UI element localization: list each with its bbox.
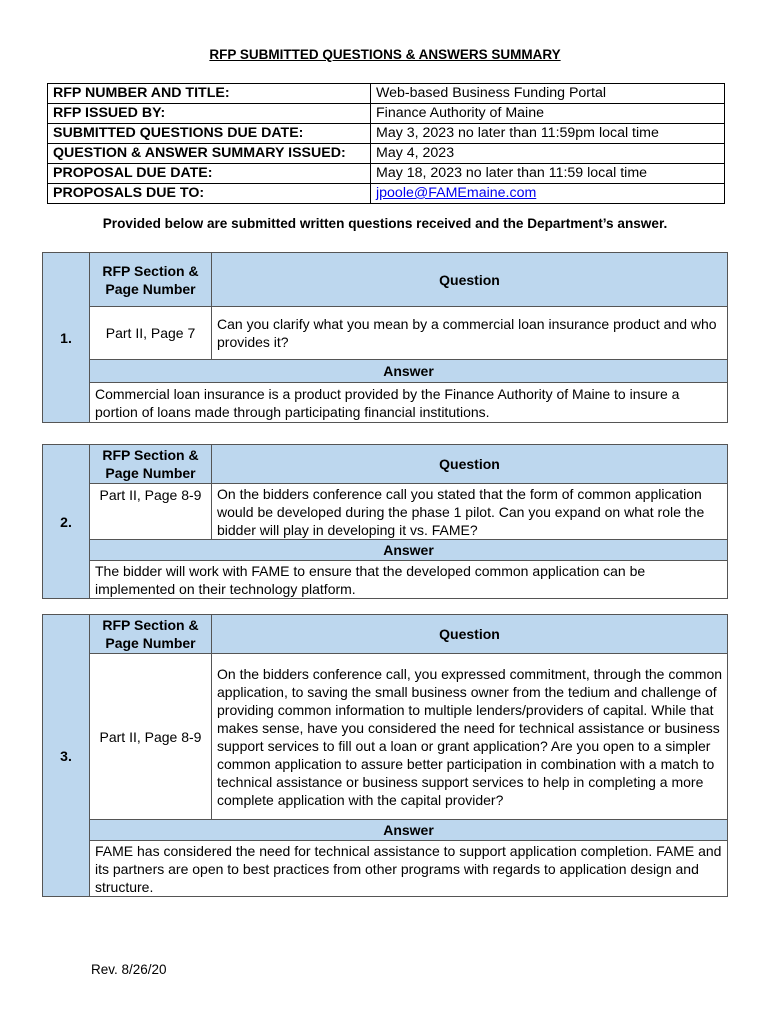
- meta-value: May 18, 2023 no later than 11:59 local time: [371, 164, 725, 184]
- question-number: 1.: [43, 253, 90, 423]
- meta-label: PROPOSALS DUE TO:: [48, 184, 371, 204]
- section-header: RFP Section & Page Number: [90, 445, 212, 484]
- question-header: Question: [212, 445, 728, 484]
- meta-row: [48, 104, 725, 124]
- email-link[interactable]: jpoole@FAMEmaine.com: [376, 185, 537, 201]
- rfp-info-table: [47, 83, 725, 204]
- question-text: On the bidders conference call you stated that the form of common application would be developed during the phase 1 pilot. Can you expand on what role the bidder will play in developing it vs. FAME?: [212, 484, 728, 540]
- question-header: Question: [212, 253, 728, 307]
- section-reference: Part II, Page 7: [90, 307, 212, 360]
- answer-header: Answer: [90, 820, 728, 841]
- answer-text: Commercial loan insurance is a product provided by the Finance Authority of Maine to insure a portion of loans made through participating financial institutions.: [90, 383, 728, 423]
- meta-value: Finance Authority of Maine: [371, 104, 725, 124]
- section-header: RFP Section & Page Number: [90, 253, 212, 307]
- question-header: Question: [212, 615, 728, 654]
- meta-label: PROPOSAL DUE DATE:: [48, 164, 371, 184]
- question-block-2: [42, 444, 728, 599]
- question-text: Can you clarify what you mean by a commercial loan insurance product and who provides it?: [212, 307, 728, 360]
- question-block-1: [42, 252, 728, 423]
- section-header: RFP Section & Page Number: [90, 615, 212, 654]
- meta-label: SUBMITTED QUESTIONS DUE DATE:: [48, 124, 371, 144]
- answer-header: Answer: [90, 360, 728, 383]
- question-number: 3.: [43, 615, 90, 897]
- meta-row: [48, 124, 725, 144]
- answer-text: FAME has considered the need for technical assistance to support application completion. FAME and its partners are open to best practices from other programs with regards to application design and structure.: [90, 841, 728, 897]
- meta-label: QUESTION & ANSWER SUMMARY ISSUED:: [48, 144, 371, 164]
- question-text: On the bidders conference call, you expressed commitment, through the common application, to saving the small business owner from the tedium and challenge of providing common information to multiple lenders/providers of capital. While that makes sense, have you considered the need for technical assistance or business support services to fill out a loan or grant application? Are you open to a simpler common application to assure better participation in combination with a match to technical assistance or business support services to help in completing a more complete application with the capital provider?: [212, 654, 728, 820]
- question-number: 2.: [43, 445, 90, 599]
- answer-header: Answer: [90, 540, 728, 561]
- meta-value: May 3, 2023 no later than 11:59pm local time: [371, 124, 725, 144]
- section-reference: Part II, Page 8-9: [90, 654, 212, 820]
- revision-footer: Rev. 8/26/20: [91, 962, 167, 977]
- meta-row: [48, 164, 725, 184]
- meta-row: [48, 144, 725, 164]
- meta-row: [48, 184, 725, 204]
- meta-label: RFP NUMBER AND TITLE:: [48, 84, 371, 104]
- meta-value: May 4, 2023: [371, 144, 725, 164]
- meta-label: RFP ISSUED BY:: [48, 104, 371, 124]
- section-reference: Part II, Page 8-9: [90, 484, 212, 540]
- meta-row: [48, 84, 725, 104]
- meta-value: Web-based Business Funding Portal: [371, 84, 725, 104]
- answer-text: The bidder will work with FAME to ensure that the developed common application can be implemented on their technology platform.: [90, 561, 728, 599]
- question-block-3: [42, 614, 728, 897]
- document-title: RFP SUBMITTED QUESTIONS & ANSWERS SUMMARY: [209, 47, 561, 62]
- intro-text: Provided below are submitted written questions received and the Department’s answer.: [102, 216, 668, 231]
- meta-value: [371, 184, 725, 204]
